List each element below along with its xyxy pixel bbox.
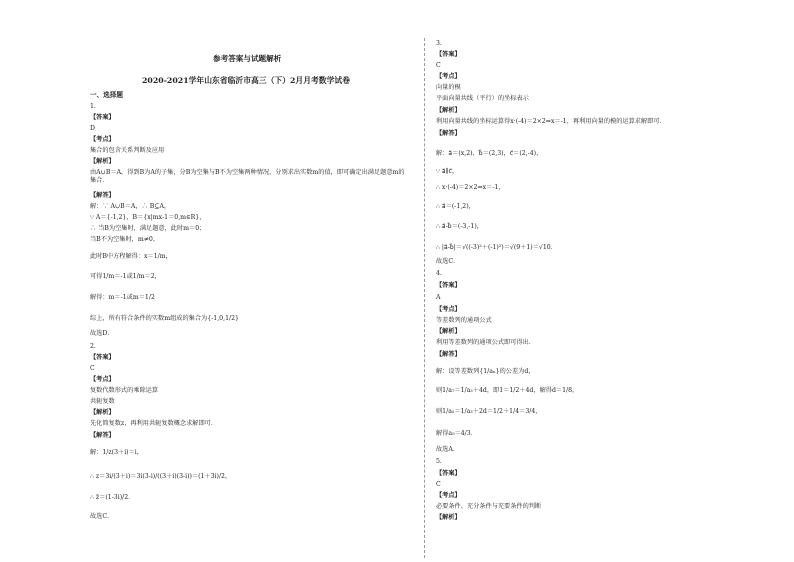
solution-line: ∴ a⃗-b⃗＝(-3,-1)， [436, 223, 483, 230]
solution-line: 故选A． [436, 446, 460, 453]
solution-line: 解：1/z(3＋i)＝i， [90, 449, 143, 456]
question-number: 5. [436, 458, 442, 465]
analysis-text: 先化简复数z，再利用共轭复数概念求解即可． [90, 420, 218, 427]
page-title: 参考答案与试题解析 [213, 54, 282, 63]
solution-line: 故选C． [90, 513, 114, 520]
answer-value: D [90, 125, 95, 132]
point-text: 集合的包含关系判断及应用 [90, 147, 165, 154]
solution-line: 解：a⃗＝(x,2)，b⃗＝(2,3)，c⃗＝(2,-4)， [436, 150, 543, 157]
question-number: 1. [90, 103, 96, 110]
solution-tag: 【解答】 [436, 351, 461, 358]
exam-title: 2020-2021学年山东省临沂市高三（下）2月月考数学试卷 [142, 76, 350, 85]
solution-line: 解得：m＝-1或m＝1/2 [90, 294, 155, 301]
point-tag: 【考点】 [90, 376, 115, 383]
point-text: 复数代数形式的乘除运算 [90, 387, 159, 394]
analysis-text: 利用等差数列的通项公式即可得出． [436, 339, 535, 346]
analysis-text: 由A∪B＝A，得到B为A的子集，分B为空集与B不为空集两种情况，分别求出实数m的值，即可确定出满足题意m的集合． [90, 169, 405, 184]
answer-value: C [436, 481, 441, 488]
solution-tag: 【解答】 [436, 130, 461, 137]
solution-line: ∴ x·(-4)＝2×2⇒x＝-1， [436, 184, 505, 191]
solution-line: ∵ A＝{-1,2}，B＝{x|mx-1＝0,m∈R}， [90, 214, 206, 221]
analysis-tag: 【解析】 [436, 514, 461, 521]
solution-line: ∵ a⃗∥c⃗， [436, 168, 459, 175]
point-tag: 【考点】 [436, 306, 461, 313]
column-divider [424, 38, 425, 558]
solution-line: 综上，所有符合条件的实数m组成的集合为{-1,0,1/2} [90, 315, 239, 322]
solution-line: 当B不为空集时，m≠0， [90, 236, 160, 243]
answer-tag: 【答案】 [90, 354, 115, 361]
question-number: 4. [436, 270, 442, 277]
solution-line: 解：设等差数列{1/aₙ}的公差为d， [436, 368, 535, 375]
analysis-tag: 【解析】 [90, 409, 115, 416]
answer-value: C [90, 365, 95, 372]
answer-value: C [436, 62, 441, 69]
answer-tag: 【答案】 [436, 51, 461, 58]
solution-line: 解得a₅＝4/3． [436, 430, 477, 437]
solution-line: ∴ z̄＝(1-3i)/2． [90, 494, 135, 501]
answer-tag: 【答案】 [436, 470, 461, 477]
solution-line: ∴ a⃗＝(-1,2)， [436, 203, 475, 210]
solution-tag: 【解答】 [90, 432, 115, 439]
analysis-tag: 【解析】 [90, 158, 115, 165]
analysis-tag: 【解析】 [436, 328, 461, 335]
solution-line: ∴ 当B为空集时，满足题意，此时m＝0； [90, 225, 206, 232]
point-text: 向量的模 [436, 84, 461, 91]
question-number: 2. [90, 343, 96, 350]
solution-line: 则1/a₇＝1/a₃＋4d，即1＝1/2＋4d，解得d＝1/8， [436, 387, 579, 394]
answer-value: A [436, 294, 441, 301]
solution-line: 故选C． [436, 258, 460, 265]
analysis-text: 利用向量共线的坐标运算得x·(-4)＝2×2⇒x＝-1，再利用向量的模的运算求解即可． [436, 118, 666, 125]
point-text: 必要条件、充分条件与充要条件的判断 [436, 503, 542, 510]
point-text: 共轭复数 [90, 398, 115, 405]
point-tag: 【考点】 [436, 492, 461, 499]
answer-tag: 【答案】 [90, 114, 115, 121]
point-tag: 【考点】 [90, 136, 115, 143]
point-text: 平面向量共线（平行）的坐标表示 [436, 95, 529, 102]
solution-line: 可得1/m＝-1或1/m＝2， [90, 273, 161, 280]
section-heading: 一、选择题 [90, 91, 123, 99]
solution-line: 此时B中方程解得：x＝1/m， [90, 253, 172, 260]
solution-line: 故选D． [90, 330, 114, 337]
solution-line: ∴ |a⃗-b⃗|＝√((-3)²＋(-1)²)＝√(9＋1)＝√10． [436, 244, 557, 251]
analysis-tag: 【解析】 [436, 107, 461, 114]
solution-tag: 【解答】 [90, 192, 115, 199]
solution-line: 则1/a₅＝1/a₃＋2d＝1/2＋1/4＝3/4， [436, 408, 542, 415]
solution-line: ∴ z＝3i/(3＋i)＝3i(3-i)/((3＋i)(3-i))＝(1＋3i)/2， [90, 473, 232, 480]
point-tag: 【考点】 [436, 73, 461, 80]
point-text: 等差数列的通项公式 [436, 317, 492, 324]
answer-tag: 【答案】 [436, 282, 461, 289]
solution-line: 解：∵ A∪B＝A，∴ B⊆A， [90, 203, 171, 210]
question-number: 3. [436, 40, 442, 47]
